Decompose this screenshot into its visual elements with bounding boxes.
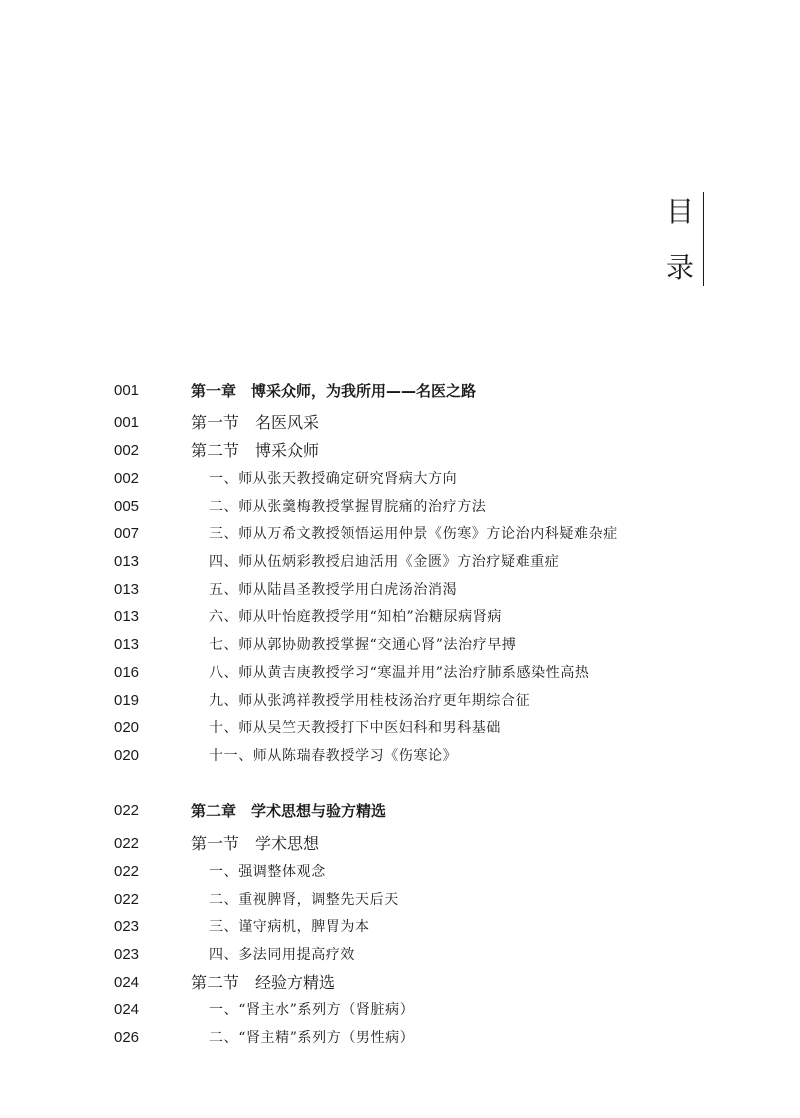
toc-title-char-1: 目 — [665, 195, 694, 228]
section-row[interactable] — [0, 439, 800, 463]
section-row[interactable] — [0, 411, 800, 435]
entry-title: 四、师从伍炳彩教授启迪活用《金匮》方治疗疑难重症 — [209, 554, 560, 570]
page-number: 024 — [114, 974, 140, 991]
chapter-2-row[interactable] — [0, 799, 800, 823]
section-title: 第二节 经验方精选 — [191, 973, 336, 992]
toc-entry[interactable] — [0, 860, 800, 884]
entry-title: 二、“肾主精”系列方（男性病） — [209, 1030, 415, 1046]
toc-title-char-2: 录 — [665, 251, 694, 284]
toc-entry[interactable] — [0, 998, 800, 1022]
entry-title: 十一、师从陈瑞春教授学习《伤寒论》 — [209, 748, 458, 764]
entry-title: 八、师从黄吉庚教授学习“寒温并用”法治疗肺系感染性高热 — [209, 665, 590, 681]
entry-title: 六、师从叶怡庭教授学用“知柏”治糖尿病肾病 — [209, 609, 502, 625]
page-number: 026 — [114, 1029, 140, 1046]
toc-title — [660, 190, 704, 286]
page-number: 016 — [114, 664, 140, 681]
page-number: 013 — [114, 553, 140, 570]
page-number: 020 — [114, 747, 140, 764]
entry-title: 五、师从陆昌圣教授学用白虎汤治消渴 — [209, 582, 458, 598]
toc-entry[interactable] — [0, 633, 800, 657]
chapter-1-row[interactable] — [0, 379, 800, 403]
toc-entry[interactable] — [0, 744, 800, 768]
toc-entry[interactable] — [0, 1026, 800, 1050]
entry-title: 九、师从张鸿祥教授学用桂枝汤治疗更年期综合征 — [209, 693, 531, 709]
chapter-title: 第二章 学术思想与验方精选 — [191, 802, 387, 820]
chapter-title: 第一章 博采众师，为我所用——名医之路 — [191, 382, 477, 400]
page-number: 022 — [114, 891, 140, 908]
entry-title: 一、师从张天教授确定研究肾病大方向 — [209, 471, 458, 487]
entry-title: 二、师从张羹梅教授掌握胃脘痛的治疗方法 — [209, 499, 487, 515]
page-number: 022 — [114, 863, 140, 880]
toc-entry[interactable] — [0, 522, 800, 546]
page-number: 024 — [114, 1001, 140, 1018]
toc-entry[interactable] — [0, 550, 800, 574]
page-number: 007 — [114, 525, 140, 542]
page-number: 020 — [114, 719, 140, 736]
page-number: 001 — [114, 382, 140, 399]
page-number: 019 — [114, 692, 140, 709]
entry-title: 七、师从郭协勋教授掌握“交通心肾”法治疗早搏 — [209, 637, 517, 653]
toc-entry[interactable] — [0, 716, 800, 740]
section-title: 第一节 名医风采 — [191, 413, 320, 432]
entry-title: 三、师从万希文教授领悟运用仲景《伤寒》方论治内科疑难杂症 — [209, 526, 618, 542]
entry-title: 三、谨守病机，脾胃为本 — [209, 919, 370, 935]
page-number: 002 — [114, 442, 140, 459]
page-number: 023 — [114, 918, 140, 935]
page-number: 001 — [114, 414, 140, 431]
title-divider — [703, 192, 704, 286]
toc-entry[interactable] — [0, 689, 800, 713]
entry-title: 二、重视脾肾，调整先天后天 — [209, 892, 399, 908]
entry-title: 十、师从吴竺天教授打下中医妇科和男科基础 — [209, 720, 501, 736]
page-number: 013 — [114, 636, 140, 653]
toc-entry[interactable] — [0, 578, 800, 602]
toc-entry[interactable] — [0, 495, 800, 519]
entry-title: 一、强调整体观念 — [209, 864, 326, 880]
page-number: 005 — [114, 498, 140, 515]
toc-entry[interactable] — [0, 605, 800, 629]
toc-entry[interactable] — [0, 943, 800, 967]
section-title: 第一节 学术思想 — [191, 834, 320, 853]
page-number: 013 — [114, 581, 140, 598]
page-number: 023 — [114, 946, 140, 963]
page-number: 002 — [114, 470, 140, 487]
section-row[interactable] — [0, 832, 800, 856]
section-row[interactable] — [0, 971, 800, 995]
toc-entry[interactable] — [0, 661, 800, 685]
entry-title: 一、“肾主水”系列方（肾脏病） — [209, 1002, 415, 1018]
section-title: 第二节 博采众师 — [191, 441, 320, 460]
entry-title: 四、多法同用提高疗效 — [209, 947, 355, 963]
toc-entry[interactable] — [0, 888, 800, 912]
page-number: 022 — [114, 802, 140, 819]
toc-entry[interactable] — [0, 467, 800, 491]
toc-entry[interactable] — [0, 915, 800, 939]
page-number: 013 — [114, 608, 140, 625]
page-number: 022 — [114, 835, 140, 852]
